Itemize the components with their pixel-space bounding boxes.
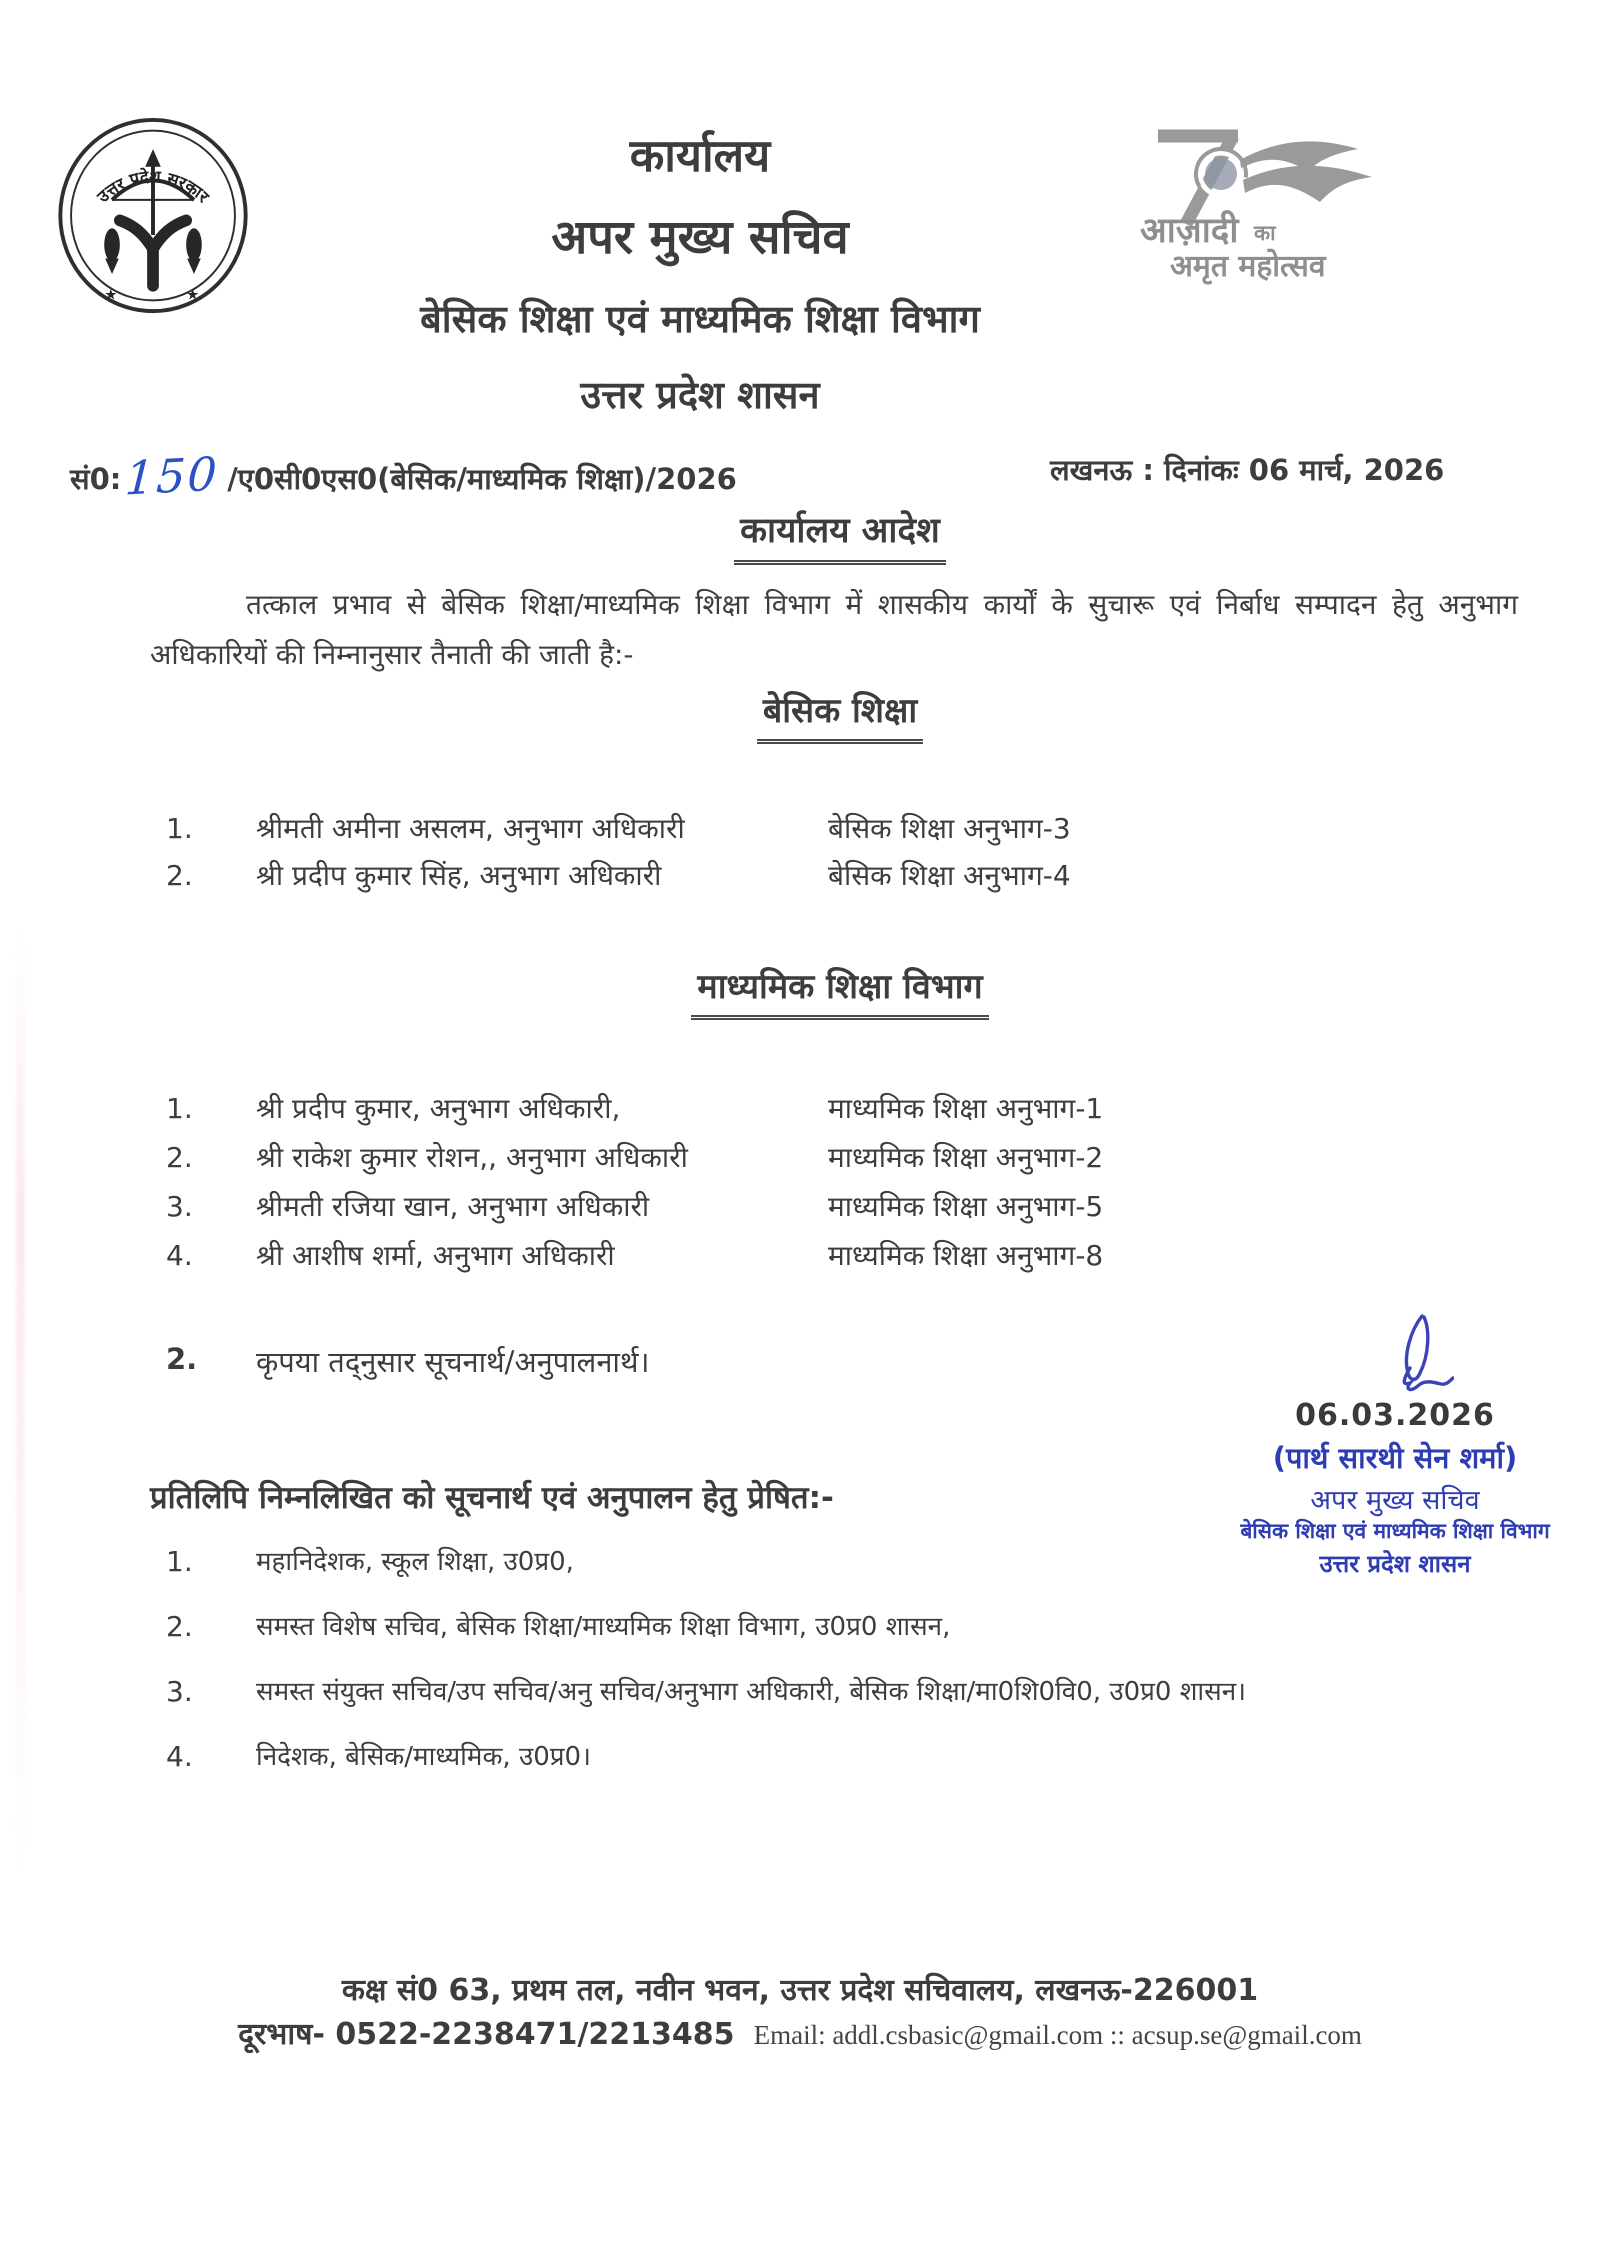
intro-paragraph: तत्काल प्रभाव से बेसिक शिक्षा/माध्यमिक शिक्षा विभाग में शासकीय कार्यों के सुचारू एवं निर्बाध सम्पादन हेतु अनुभाग अधिकारियों की निम्नानुसार तैनाती की जाती है:- [150, 588, 1518, 671]
officer-name: श्रीमती अमीना असलम, अनुभाग अधिकारी [256, 812, 685, 845]
row-number: 4. [166, 1239, 193, 1272]
letterhead-title: अपर मुख्य सचिव [551, 210, 849, 265]
reference-prefix: सं0: [70, 462, 122, 496]
handwritten-reference-number: 150 [124, 446, 221, 506]
row-number: 1. [166, 1545, 193, 1578]
officer-name: श्रीमती रजिया खान, अनुभाग अधिकारी [256, 1190, 650, 1223]
emblem-star-left-icon: ★ [104, 286, 118, 304]
secondary-appointment-list [166, 1092, 1546, 1288]
appointment-row [166, 1190, 1546, 1224]
copy-row [166, 1675, 1586, 1709]
azadi-line1-text: आज़ादी [1140, 211, 1239, 251]
row-number: 3. [166, 1675, 193, 1708]
signatory-name: (पार्थ सारथी सेन शर्मा) [1272, 1441, 1518, 1475]
signatory-designation: अपर मुख्य सचिव [1310, 1485, 1480, 1516]
appointment-row [166, 859, 1546, 893]
paragraph-number: 2. [166, 1342, 198, 1376]
azadi-line2-text: अमृत महोत्सव [1170, 249, 1326, 284]
row-number: 1. [166, 812, 193, 845]
officer-name: श्री प्रदीप कुमार, अनुभाग अधिकारी, [256, 1092, 621, 1125]
officer-name: श्री प्रदीप कुमार सिंह, अनुभाग अधिकारी [256, 859, 662, 892]
copy-recipient: समस्त विशेष सचिव, बेसिक शिक्षा/माध्यमिक शिक्षा विभाग, उ0प्र0 शासन, [256, 1612, 951, 1642]
officer-posting: माध्यमिक शिक्षा अनुभाग-1 [828, 1092, 1104, 1125]
appointment-row [166, 1239, 1546, 1273]
scan-artifact-streak [16, 930, 25, 1870]
copy-recipient: महानिदेशक, स्कूल शिक्षा, उ0प्र0, [256, 1547, 574, 1577]
emblem-arrowhead-icon [145, 149, 161, 167]
secondary-section-heading: माध्यमिक शिक्षा विभाग [691, 962, 988, 1020]
footer-address: कक्ष सं0 63, प्रथम तल, नवीन भवन, उत्तर प्रदेश सचिवालय, लखनऊ-226001 [341, 1973, 1259, 2008]
copy-row [166, 1545, 1586, 1579]
row-number: 2. [166, 1610, 193, 1643]
azadi-line1-suffix-text: का [1254, 221, 1276, 245]
order-heading-row [80, 506, 1600, 565]
officer-posting: माध्यमिक शिक्षा अनुभाग-5 [828, 1190, 1104, 1223]
officer-name: श्री राकेश कुमार रोशन,, अनुभाग अधिकारी [256, 1141, 688, 1174]
appointment-row [166, 1092, 1546, 1126]
copy-recipient: समस्त संयुक्त सचिव/उप सचिव/अनु सचिव/अनुभाग अधिकारी, बेसिक शिक्षा/मा0शि0वि0, उ0प्र0 शासन। [256, 1677, 1246, 1707]
signature-icon [1382, 1312, 1454, 1396]
signatory-government: उत्तर प्रदेश शासन [1319, 1550, 1471, 1578]
basic-appointment-list [166, 812, 1546, 906]
row-number: 2. [166, 859, 193, 892]
reference-line [70, 446, 737, 506]
officer-posting: बेसिक शिक्षा अनुभाग-4 [828, 859, 1071, 892]
row-number: 3. [166, 1190, 193, 1223]
emblem-star-right-icon: ★ [186, 286, 200, 304]
place-date: लखनऊ : दिनांकः 06 मार्च, 2026 [1050, 453, 1445, 487]
copy-list [166, 1545, 1586, 1805]
copy-row [166, 1740, 1586, 1774]
footer-contact-row [0, 2012, 1600, 2053]
copy-recipient: निदेशक, बेसिक/माध्यमिक, उ0प्र0। [256, 1742, 591, 1772]
basic-section-heading-row [80, 686, 1600, 744]
footer-email: Email: addl.csbasic@gmail.com :: acsup.se@gmail.com [753, 2020, 1362, 2050]
officer-posting: बेसिक शिक्षा अनुभाग-3 [828, 812, 1071, 845]
appointment-row [166, 812, 1546, 846]
officer-posting: माध्यमिक शिक्षा अनुभाग-8 [828, 1239, 1104, 1272]
secondary-section-heading-row [80, 962, 1600, 1020]
order-heading: कार्यालय आदेश [734, 506, 946, 565]
compliance-paragraph [166, 1342, 649, 1381]
paragraph-text: कृपया तद्नुसार सूचनार्थ/अनुपालनार्थ। [256, 1345, 650, 1379]
copy-heading: प्रतिलिपि निम्नलिखित को सूचनार्थ एवं अनुपालन हेतु प्रेषित:- [150, 1480, 834, 1516]
officer-posting: माध्यमिक शिक्षा अनुभाग-2 [828, 1141, 1104, 1174]
signature-date: 06.03.2026 [1295, 1398, 1495, 1433]
emblem-arc-text: उत्तर प्रदेश सरकार [93, 167, 213, 207]
copy-row [166, 1610, 1586, 1644]
row-number: 2. [166, 1141, 193, 1174]
letterhead-department: बेसिक शिक्षा एवं माध्यमिक शिक्षा विभाग [420, 297, 980, 341]
reference-suffix: /ए0सी0एस0(बेसिक/माध्यमिक शिक्षा)/2026 [227, 462, 737, 496]
appointment-row [166, 1141, 1546, 1175]
letterhead-government: उत्तर प्रदेश शासन [580, 373, 820, 417]
row-number: 4. [166, 1740, 193, 1773]
basic-section-heading: बेसिक शिक्षा [757, 686, 923, 744]
row-number: 1. [166, 1092, 193, 1125]
officer-name: श्री आशीष शर्मा, अनुभाग अधिकारी [256, 1239, 615, 1272]
footer-phone: दूरभाष- 0522-2238471/2213485 [238, 2017, 735, 2052]
azadi-flag-ribbons-icon [1240, 141, 1372, 202]
signatory-department: बेसिक शिक्षा एवं माध्यमिक शिक्षा विभाग [1240, 1519, 1550, 1543]
letterhead-office: कार्यालय [629, 129, 771, 182]
